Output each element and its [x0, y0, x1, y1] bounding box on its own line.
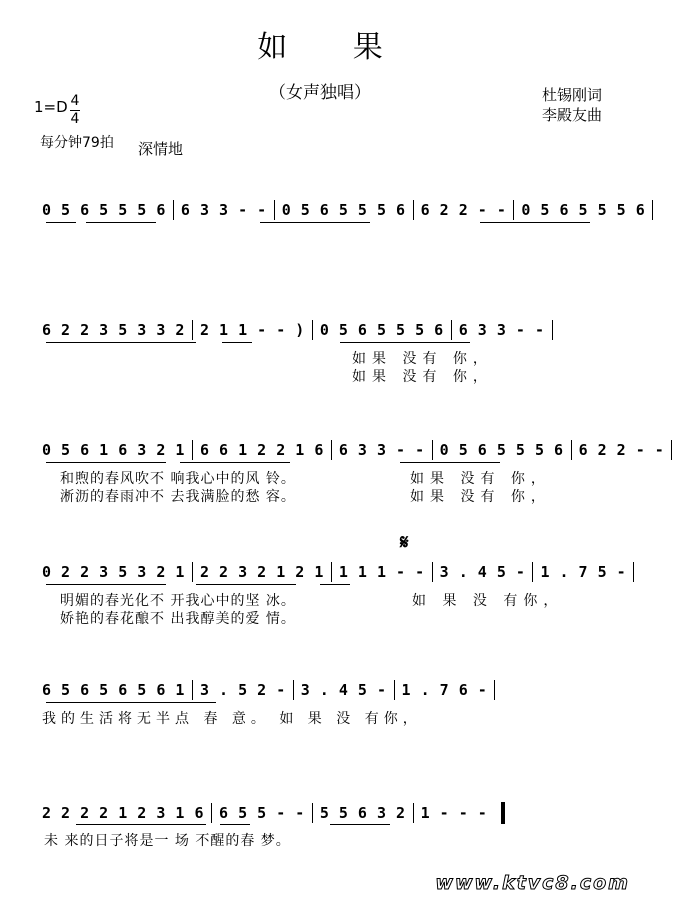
measure: 0 5 6 5 5 5 6: [319, 320, 444, 339]
measure: 6 2 2 3 5 3 3 2: [42, 320, 185, 339]
song-title: 如 果: [257, 30, 411, 65]
beam: [340, 342, 470, 343]
measure: 6 3 3 - -: [458, 320, 545, 339]
measure: 1 . 7 5 -: [540, 562, 627, 581]
barline: [571, 440, 572, 460]
barline: [312, 803, 313, 823]
beam: [180, 462, 290, 463]
time-sig-bottom: 4: [70, 111, 80, 127]
lyric-line-3c: 如果 没有 你，: [410, 471, 551, 487]
barline: [552, 320, 553, 340]
score-line-3: [42, 440, 679, 460]
measure: 0 5 6 1 6 3 2 1: [42, 440, 185, 459]
beam: [46, 222, 76, 223]
barline: [432, 562, 433, 582]
song-subtitle: （女声独唱）: [269, 83, 371, 103]
barline: [293, 680, 294, 700]
beam: [196, 584, 296, 585]
barline: [211, 803, 212, 823]
beam: [260, 222, 370, 223]
beam: [76, 824, 206, 825]
score-line-5: [42, 680, 502, 700]
measure: 0 5 6 5 5 5 6: [521, 200, 646, 219]
measure: 6 2 2 - -: [420, 200, 507, 219]
measure: 2 1 1 - - ): [199, 320, 305, 339]
beam: [86, 222, 156, 223]
barline: [192, 562, 193, 582]
lyricist-credit: 杜锡刚词: [541, 86, 602, 104]
lyric-line-4c: 如 果 没 有你，: [412, 593, 564, 609]
lyric-line-6: 未 来的日子将是一 场 不醒的春 梦。: [44, 833, 291, 849]
measure: 1 . 7 6 -: [401, 680, 488, 699]
barline: [671, 440, 672, 460]
barline: [274, 200, 275, 220]
barline: [192, 320, 193, 340]
score-line-2: [42, 320, 560, 340]
measure: 6 5 6 5 6 5 6 1: [42, 680, 185, 699]
barline: [331, 440, 332, 460]
beam: [330, 824, 390, 825]
score-line-6: [42, 802, 505, 824]
measure: 5 5 6 3 2: [319, 803, 406, 822]
barline: [494, 680, 495, 700]
barline: [173, 200, 174, 220]
measure: 6 3 3 - -: [338, 440, 425, 459]
lyric-line-4b: 娇艳的春花酿不 出我醇美的爱 情。: [60, 611, 296, 627]
barline: [451, 320, 452, 340]
beam: [46, 342, 196, 343]
barline: [513, 200, 514, 220]
barline: [331, 562, 332, 582]
final-barline: [501, 802, 505, 824]
beam: [220, 824, 250, 825]
barline: [532, 562, 533, 582]
barline: [192, 680, 193, 700]
lyric-line-2a: 如果 没有 你，: [352, 351, 493, 367]
barline: [413, 803, 414, 823]
barline: [192, 440, 193, 460]
expression-marking: 深情地: [138, 140, 184, 158]
lyric-line-4a: 明媚的春光化不 开我心中的坚 冰。: [60, 593, 296, 609]
barline: [432, 440, 433, 460]
composer-credit: 李殿友曲: [541, 106, 602, 124]
measure: 0 5 6 5 5 5 6: [281, 200, 406, 219]
lyric-line-5: 我的生活将无半点 春 意。 如 果 没 有你，: [42, 711, 422, 727]
beam: [46, 462, 166, 463]
measure: 0 5 6 5 5 5 6: [439, 440, 564, 459]
barline: [312, 320, 313, 340]
measure: 1 - - -: [420, 803, 488, 822]
score-line-4: [42, 562, 641, 582]
beam: [480, 222, 590, 223]
barline: [633, 562, 634, 582]
measure: 0 5 6 5 5 5 6: [42, 200, 166, 219]
tempo-marking: 每分钟79拍: [40, 135, 114, 151]
measure: 0 2 2 3 5 3 2 1: [42, 562, 185, 581]
measure: 2 2 2 2 1 2 3 1 6: [42, 803, 205, 822]
lyric-line-3b: 淅沥的春雨冲不 去我满脸的愁 容。: [60, 489, 296, 505]
measure: 3 . 5 2 -: [199, 680, 286, 699]
time-signature: [70, 94, 80, 127]
barline: [394, 680, 395, 700]
measure: 1 1 1 - -: [338, 562, 425, 581]
measure: 6 6 1 2 2 1 6: [199, 440, 324, 459]
measure: 2 2 3 2 1 2 1: [199, 562, 324, 581]
score-line-1: [42, 200, 660, 220]
measure: 3 . 4 5 -: [439, 562, 526, 581]
measure: 6 3 3 - -: [180, 200, 267, 219]
lyric-line-3a: 和煦的春风吹不 响我心中的风 铃。: [60, 471, 296, 487]
beam: [46, 584, 166, 585]
beam: [400, 462, 500, 463]
beam: [46, 702, 216, 703]
barline: [413, 200, 414, 220]
measure: 6 2 2 - -: [578, 440, 665, 459]
segno-sign: 𝄋: [400, 530, 409, 554]
beam: [222, 342, 252, 343]
barline: [652, 200, 653, 220]
measure: 3 . 4 5 -: [300, 680, 387, 699]
beam: [320, 584, 350, 585]
lyric-line-3d: 如果 没有 你，: [410, 489, 551, 505]
key-signature: 1=D: [34, 98, 68, 116]
site-watermark: www.ktvc8.com: [435, 872, 630, 894]
time-sig-top: 4: [70, 93, 80, 109]
lyric-line-2b: 如果 没有 你，: [352, 369, 493, 385]
measure: 6 5 5 - -: [219, 803, 305, 822]
